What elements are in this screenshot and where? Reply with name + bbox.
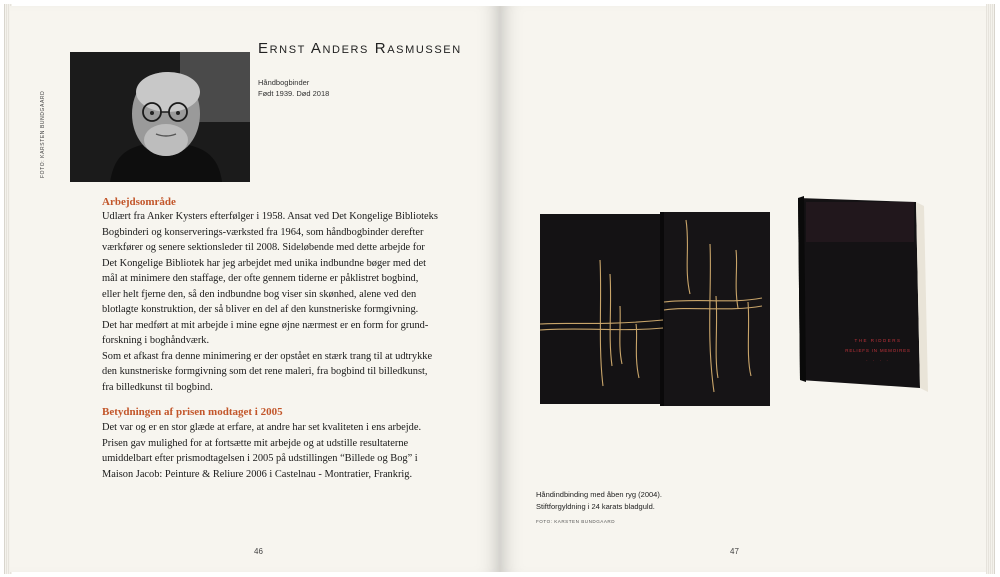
body-line: Prisen gav mulighed for at fortsætte mit arbejde og at udstille resultaterne xyxy=(102,437,409,449)
page-edge-right xyxy=(986,4,995,574)
page-number-left: 46 xyxy=(254,547,263,556)
body-line: Udlært fra Anker Kysters efterfølger i 1958. Ansat ved Det Kongelige Biblioteks xyxy=(102,211,438,222)
photo-caption-line: Håndindbinding med åben ryg (2004). xyxy=(536,490,662,499)
body-line: Det var og er en stor glæde at erfare, at andre har set kvaliteten i ens arbejde. xyxy=(102,422,422,433)
body-line: umiddelbart efter prismodtagelsen i 2005 på udstillingen “Billede og Bog” i xyxy=(102,453,418,464)
right-page xyxy=(500,6,988,572)
body-line: Maison Jacob: Peinture & Reliure 2006 i Castelnau - Montratier, Frankrig. xyxy=(102,468,413,480)
body-line: den kunstneriske formgivning som det rene maleri, fra bogbind til billedkunst, xyxy=(102,366,428,377)
section-body-prize xyxy=(102,420,472,482)
cover-text-line: THE RIDDERS xyxy=(854,338,902,343)
section-body-work-area xyxy=(102,209,472,395)
body-line: eller helt fjerne den, så den indbundne bog viser sin skønhed, alene ved den xyxy=(102,288,417,300)
author-dates: Født 1939. Død 2018 xyxy=(258,89,330,98)
section-heading-prize: Betydningen af prisen modtaget i 2005 xyxy=(102,406,283,418)
body-line: Bogbinderi og konserverings-værksted fra 1964, som håndbogbinder derefter xyxy=(102,226,424,238)
author-role: Håndbogbinder xyxy=(258,78,310,87)
page-number-right: 47 xyxy=(730,547,739,556)
right-photo-credit: FOTO: KARSTEN BUNDGAARD xyxy=(536,519,616,524)
section-heading-work-area: Arbejdsområde xyxy=(102,196,176,208)
photo-caption-line: Stiftforgyldning i 24 karats bladguld. xyxy=(536,502,655,511)
cover-text-line: · · · · xyxy=(866,358,890,363)
body-line: fra billedkunst til bogbind. xyxy=(102,381,213,393)
bookbinding-photo xyxy=(500,6,988,572)
portrait-illustration xyxy=(70,52,250,182)
author-portrait xyxy=(70,52,250,182)
body-line: værkfører og senere sektionsleder til 2008. Sideløbende med dette arbejde for xyxy=(102,242,425,253)
cover-text-line: RELIEFS IN MEMOIRES xyxy=(845,348,911,353)
body-line: Som et afkast fra denne minimering er der opstået en stærk trang til at udtrykke xyxy=(102,350,433,362)
body-line: blotlagte konstruktion, der så bliver en del af den kunstneriske formgivning. xyxy=(102,304,419,315)
portrait-photo-credit: FOTO: KARSTEN BUNDGAARD xyxy=(40,90,46,178)
author-name: Ernst Anders Rasmussen xyxy=(258,40,462,57)
body-line: Det Kongelige Bibliotek har jeg arbejdet med unika indbundne bøger med det xyxy=(102,257,427,269)
body-line: forskning i boghåndværk. xyxy=(102,335,210,346)
body-line: mål at minimere den staffage, der ofte gennem tiderne er påklistret bogbind, xyxy=(102,273,419,284)
body-line: Det har medført at mit arbejde i mine egne øjne nærmest er en form for grund- xyxy=(102,319,429,331)
